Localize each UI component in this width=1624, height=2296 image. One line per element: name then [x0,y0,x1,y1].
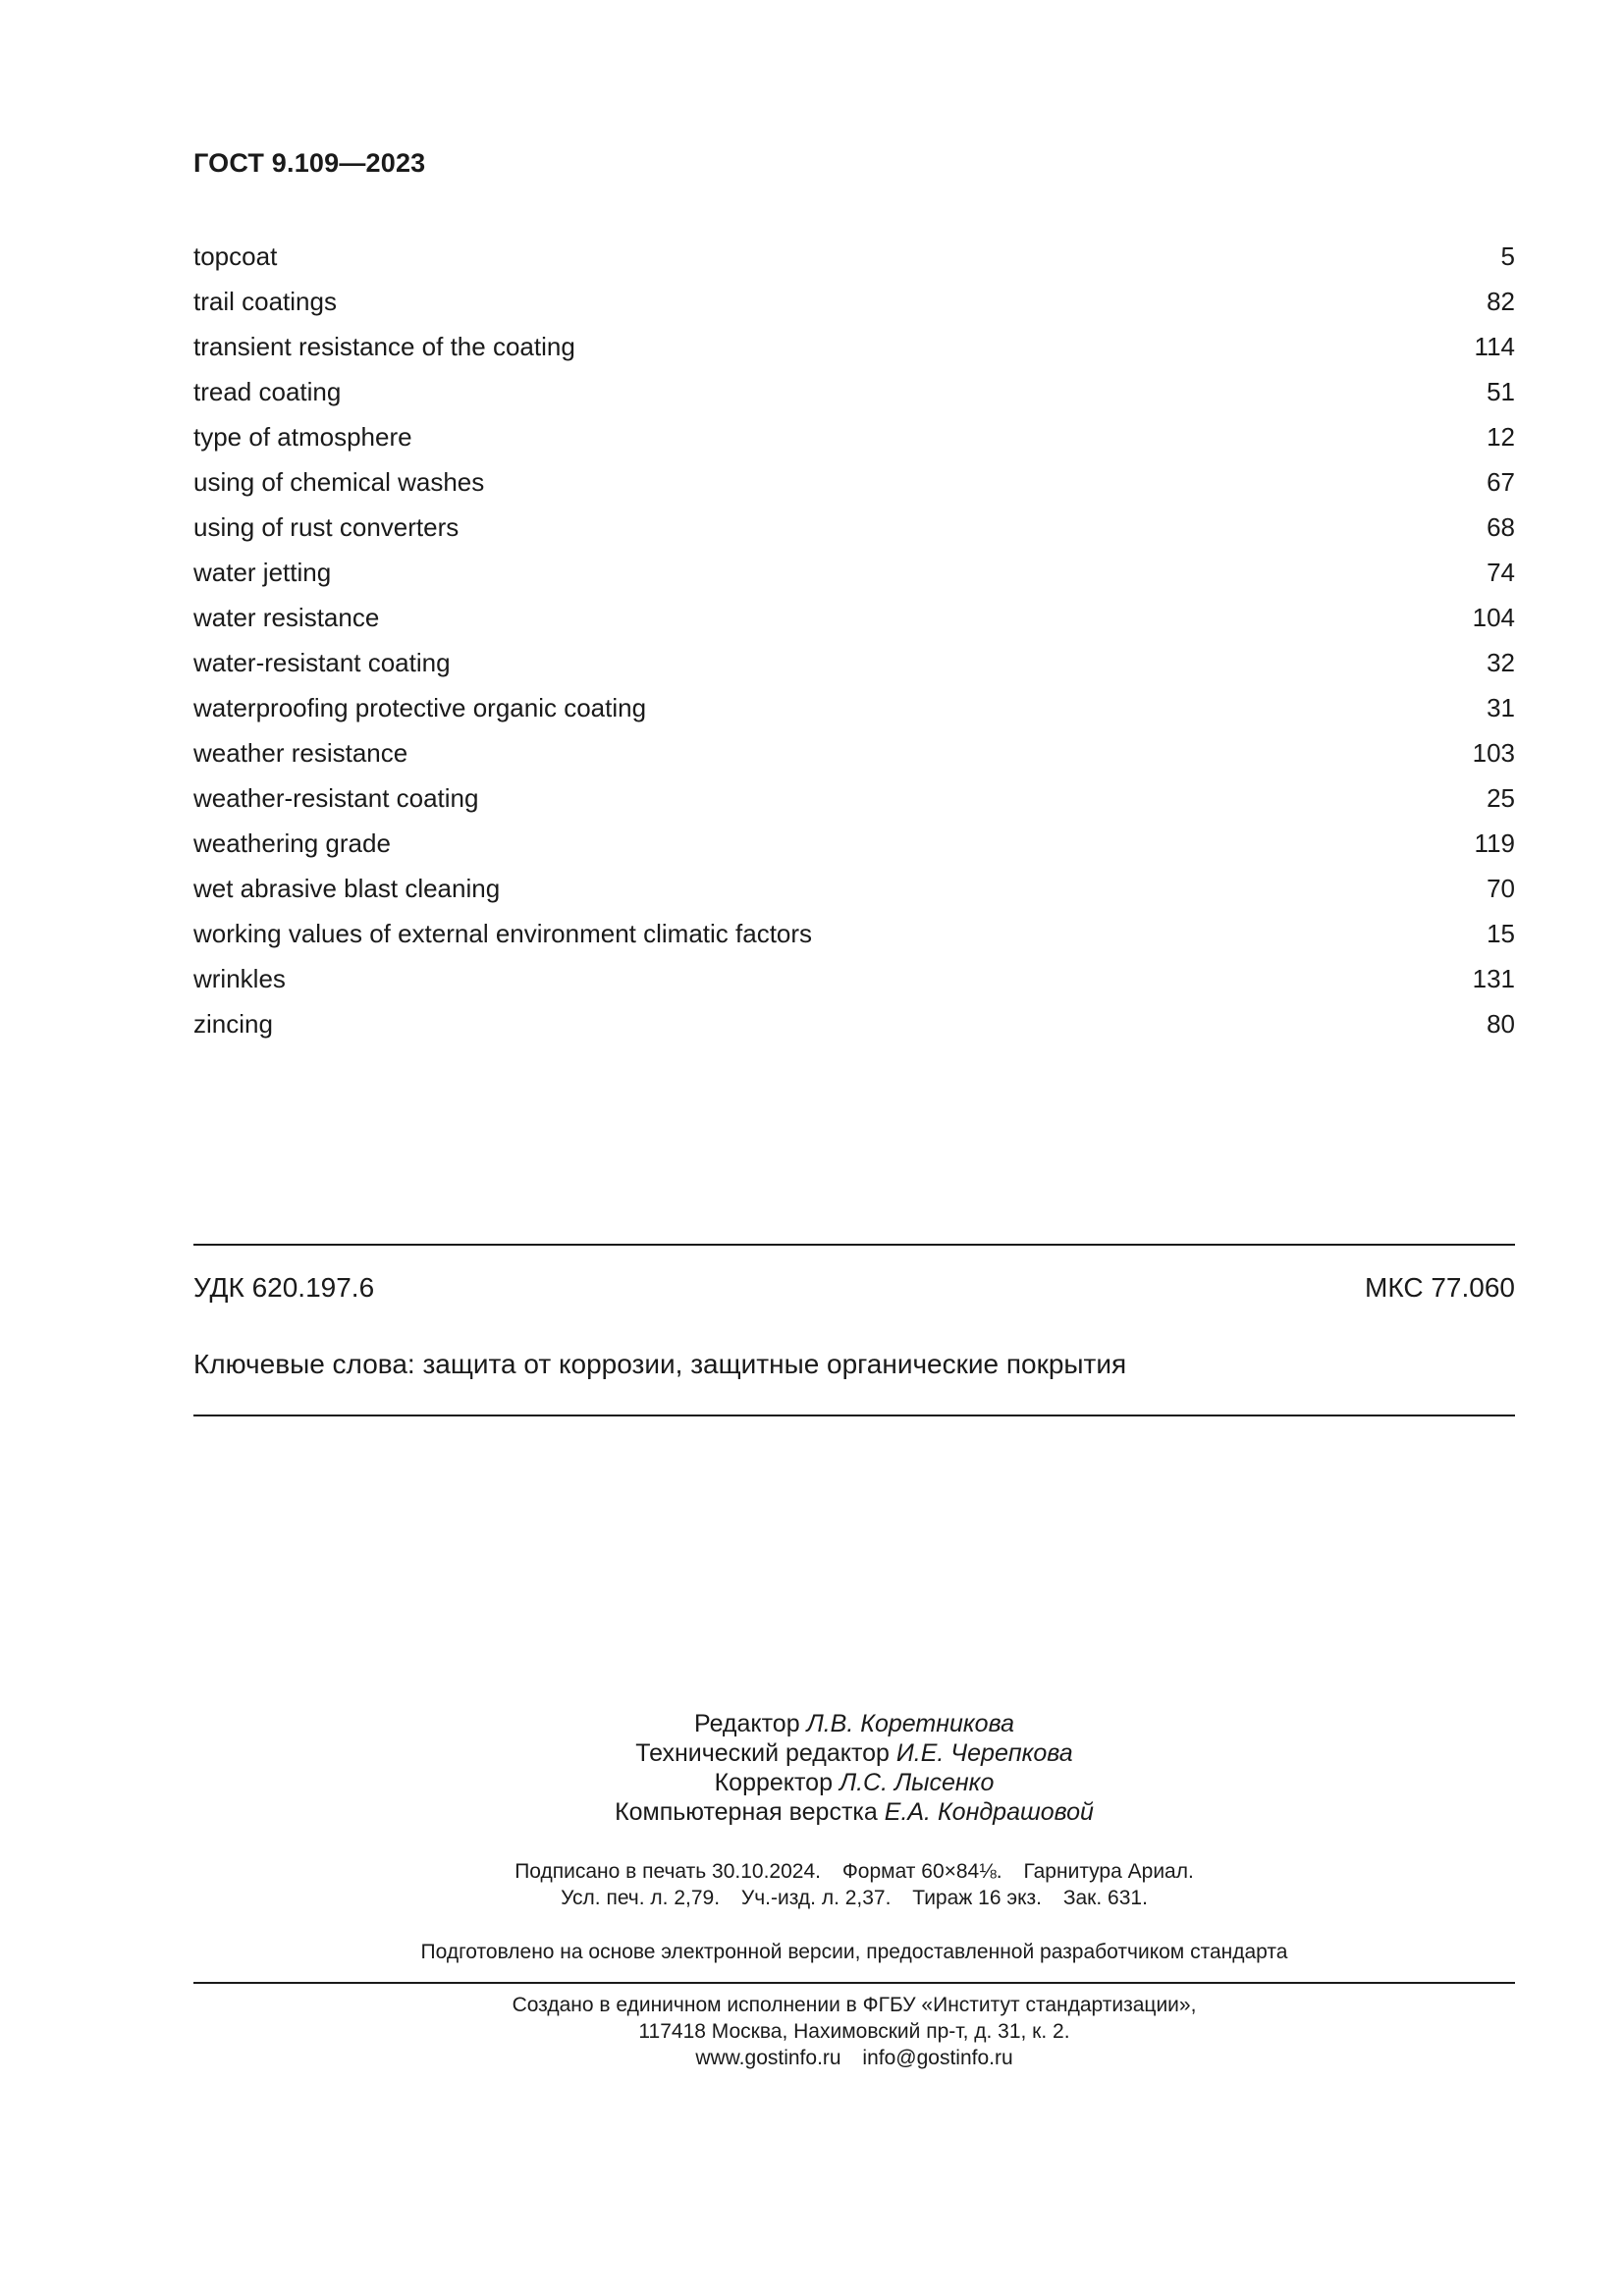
publisher-website-link[interactable]: www.gostinfo.ru [695,2047,841,2069]
imprint-typeface: Гарнитура Ариал. [1023,1860,1194,1883]
index-term: working values of external environment climatic factors [193,919,813,948]
publisher-block [0,1992,1624,2071]
credit-person: Л.С. Лысенко [839,1769,995,1796]
credits-block [0,1709,1624,1827]
index-entry [193,459,1515,505]
index-number: 114 [1474,332,1515,361]
classification-row [193,1272,1515,1304]
index-number: 5 [1500,241,1515,271]
imprint-block [0,1858,1624,1911]
index-entry [193,505,1515,550]
index-entry [193,369,1515,414]
publisher-email-link[interactable]: info@gostinfo.ru [862,2047,1013,2069]
credit-person: Л.В. Коретникова [806,1710,1014,1737]
index-list [193,234,1515,1046]
top-divider [193,1244,1515,1246]
index-entry [193,775,1515,821]
index-term: weathering grade [193,828,391,858]
index-term: zincing [193,1009,273,1039]
credit-proofreader: Корректор Л.С. Лысенко [714,1769,995,1796]
imprint-order: Зак. 631. [1062,1887,1148,1909]
index-term: using of chemical washes [193,467,485,497]
index-term: topcoat [193,241,278,271]
index-number: 103 [1472,738,1515,768]
index-term: using of rust converters [193,512,460,542]
credit-tech-editor: Технический редактор И.Е. Черепкова [635,1739,1073,1767]
keywords-line: Ключевые слова: защита от коррозии, защитные органические покрытия [193,1349,1127,1379]
prepared-note: Подготовлено на основе электронной версии, предоставленной разработчиком стандарта [420,1941,1288,1963]
index-number: 68 [1487,512,1515,542]
index-number: 131 [1472,964,1515,993]
index-number: 15 [1487,919,1515,948]
index-entry [193,685,1515,730]
publisher-contacts [0,2045,1624,2071]
index-entry [193,821,1515,866]
credit-editor: Редактор Л.В. Коретникова [694,1710,1014,1737]
index-term: water resistance [193,603,380,632]
publisher-divider [193,1982,1515,1984]
credit-layout: Компьютерная верстка Е.А. Кондрашовой [615,1798,1094,1826]
index-term: weather resistance [193,738,408,768]
index-number: 25 [1487,783,1515,813]
index-entry [193,550,1515,595]
imprint-line-2 [0,1885,1624,1911]
udk-code: УДК 620.197.6 [193,1272,375,1303]
imprint-sheets: Усл. печ. л. 2,79. [561,1887,721,1909]
keywords-divider [193,1415,1515,1416]
index-number: 74 [1487,558,1515,587]
index-entry [193,1001,1515,1046]
index-number: 80 [1487,1009,1515,1039]
mks-code: МКС 77.060 [1365,1272,1515,1303]
index-number: 31 [1487,693,1515,722]
index-number: 51 [1487,377,1515,406]
index-entry [193,911,1515,956]
index-entry [193,866,1515,911]
index-number: 12 [1487,422,1515,452]
index-number: 32 [1487,648,1515,677]
credit-person: И.Е. Черепкова [895,1739,1073,1767]
index-number: 70 [1487,874,1515,903]
index-entry [193,279,1515,324]
index-number: 119 [1474,828,1515,858]
imprint-circulation: Тираж 16 экз. [912,1887,1042,1909]
imprint-signed: Подписано в печать 30.10.2024. [514,1860,821,1883]
page-header: ГОСТ 9.109—2023 [193,148,426,178]
index-term: trail coatings [193,287,337,316]
index-term: wrinkles [193,964,286,993]
imprint-pub-sheets: Уч.-изд. л. 2,37. [740,1887,892,1909]
index-term: water-resistant coating [193,648,451,677]
index-entry [193,640,1515,685]
index-term: transient resistance of the coating [193,332,575,361]
index-number: 104 [1472,603,1515,632]
credit-person: Е.А. Кондрашовой [884,1798,1094,1826]
index-entry [193,956,1515,1001]
imprint-format: Формат 60×84⅛. [841,1860,1002,1883]
imprint-line-1 [0,1858,1624,1885]
index-term: weather-resistant coating [193,783,479,813]
index-entry [193,414,1515,459]
index-entry [193,324,1515,369]
index-entry [193,234,1515,279]
index-term: waterproofing protective organic coating [193,693,647,722]
index-term: tread coating [193,377,342,406]
index-term: wet abrasive blast cleaning [193,874,501,903]
publisher-line-2: 117418 Москва, Нахимовский пр-т, д. 31, к. 2. [638,2020,1070,2043]
index-term: water jetting [193,558,332,587]
index-number: 67 [1487,467,1515,497]
publisher-line-1: Создано в единичном исполнении в ФГБУ «Институт стандартизации», [512,1994,1197,2016]
index-number: 82 [1487,287,1515,316]
index-term: type of atmosphere [193,422,412,452]
index-entry [193,730,1515,775]
index-entry [193,595,1515,640]
